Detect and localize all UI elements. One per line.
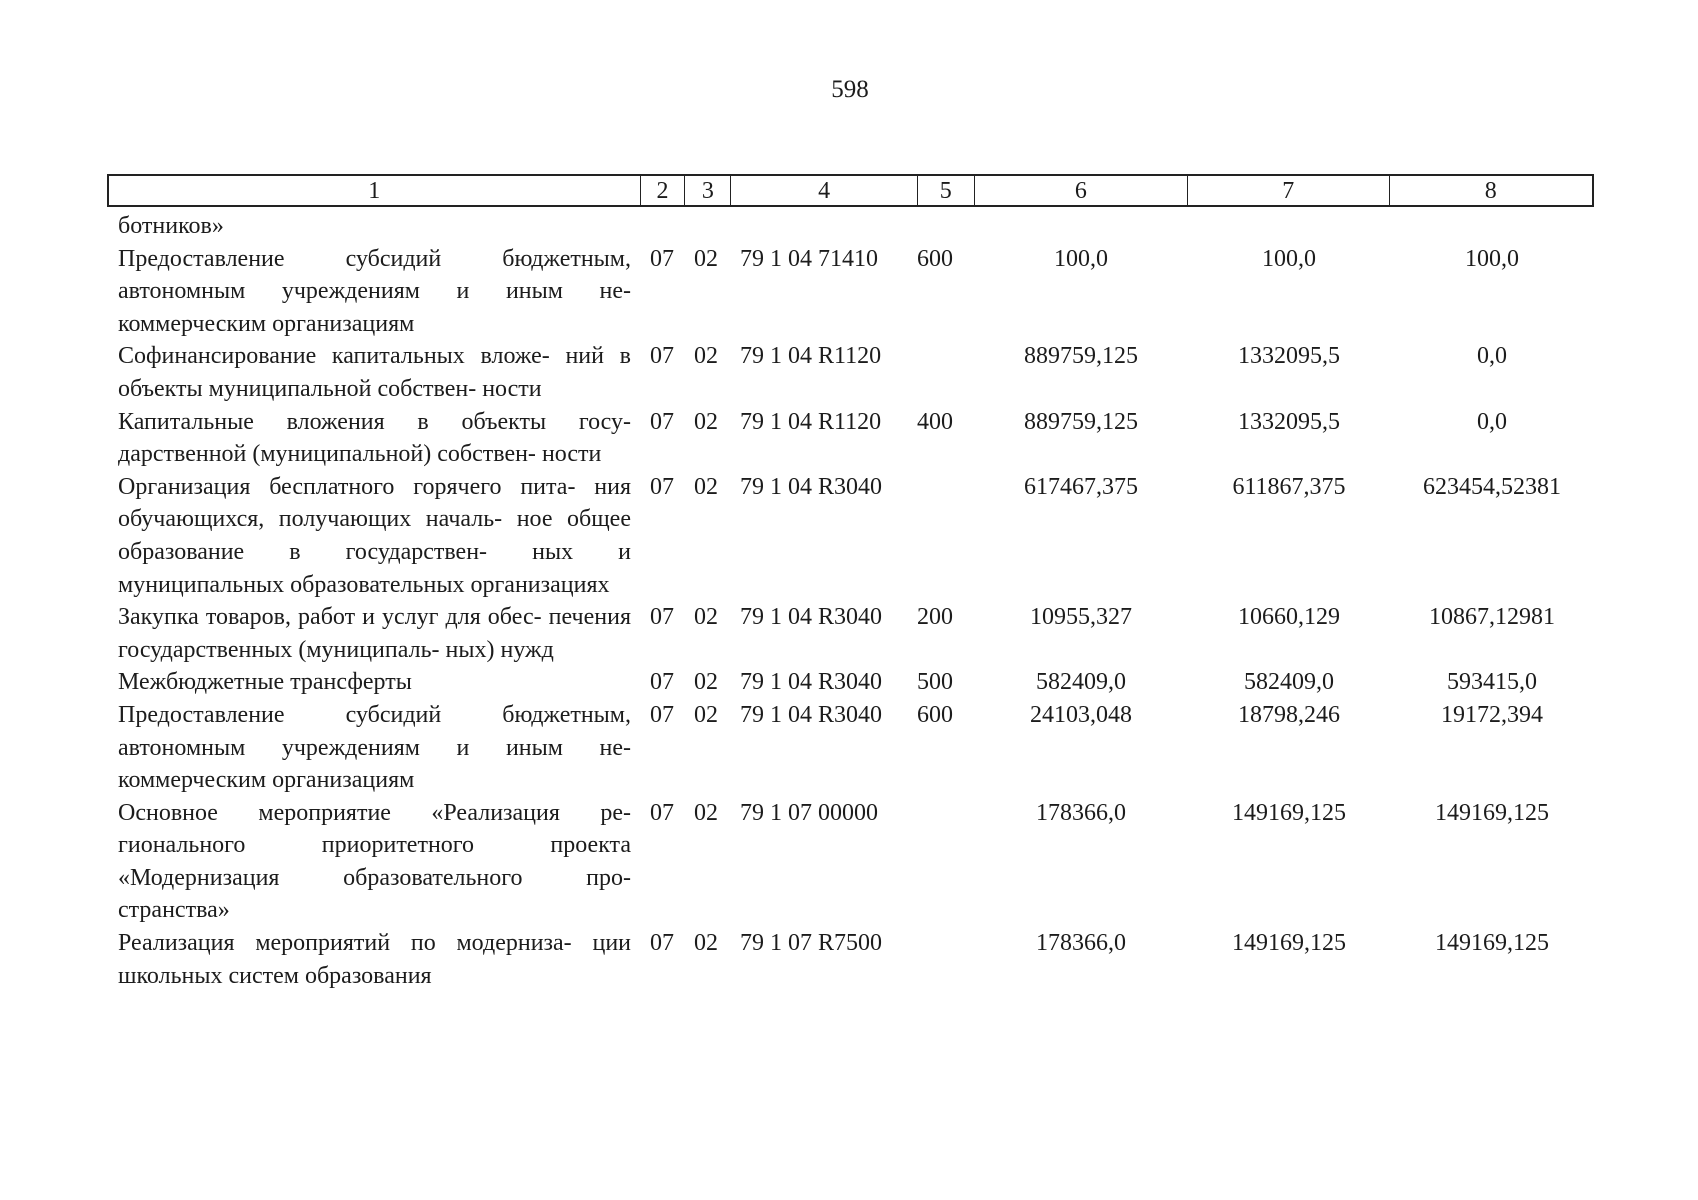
header-col-5: 5 <box>917 176 974 205</box>
header-col-1: 1 <box>368 178 381 204</box>
row-description <box>107 797 639 927</box>
amount-col-8: 623454,52381 <box>1423 473 1561 500</box>
section-code: 07 <box>650 669 674 696</box>
subsection-code: 02 <box>694 473 718 500</box>
amount-col-7: 149169,125 <box>1232 799 1346 826</box>
description-line: ное общее образование в государствен- <box>118 506 631 565</box>
section-code: 07 <box>650 343 674 370</box>
amount-col-7: 1332095,5 <box>1238 408 1340 435</box>
subsection-code: 02 <box>694 930 718 957</box>
expense-type-code: 500 <box>917 669 953 696</box>
amount-col-8: 149169,125 <box>1435 799 1549 826</box>
description-line: Закупка товаров, работ и услуг для обес- <box>118 604 542 631</box>
description-line: ния обучающихся, получающих началь- <box>118 473 632 533</box>
table-row <box>107 210 1594 243</box>
subsection-code: 02 <box>694 669 718 696</box>
page-number: 598 <box>831 76 869 103</box>
header-col-3: 3 <box>684 176 730 205</box>
target-article-code: 79 1 04 71410 <box>740 245 878 272</box>
subsection-code: 02 <box>694 408 718 435</box>
row-description <box>107 927 639 992</box>
expense-type-code: 600 <box>917 701 953 728</box>
header-col-6: 6 <box>974 176 1187 205</box>
row-description <box>107 210 639 243</box>
header-col-2: 2 <box>640 176 685 205</box>
expense-type-code: 400 <box>917 408 953 435</box>
header-col-8: 8 <box>1389 176 1592 205</box>
description-line: автономным учреждениям и иным не- <box>118 734 631 761</box>
target-article-code: 79 1 04 R3040 <box>740 604 883 631</box>
table-row <box>107 699 1594 797</box>
section-code: 07 <box>650 930 674 957</box>
target-article-code: 79 1 04 R3040 <box>740 473 883 500</box>
section-code: 07 <box>650 604 674 631</box>
subsection-code: 02 <box>694 604 718 631</box>
description-line: Софинансирование капитальных вложе- <box>118 343 550 370</box>
table-header <box>107 174 1594 207</box>
description-line: странства» <box>118 897 230 924</box>
description-line: Основное мероприятие «Реализация ре- <box>118 799 631 826</box>
amount-col-6: 24103,048 <box>1030 701 1132 728</box>
row-description <box>107 666 639 699</box>
amount-col-8: 0,0 <box>1477 343 1507 370</box>
row-description <box>107 406 639 471</box>
target-article-code: 79 1 04 R3040 <box>740 669 883 696</box>
description-line: Межбюджетные трансферты <box>118 669 412 696</box>
table-row <box>107 471 1594 601</box>
description-line: гионального приоритетного проекта <box>118 832 631 859</box>
amount-col-6: 10955,327 <box>1030 604 1132 631</box>
section-code: 07 <box>650 408 674 435</box>
table-row <box>107 797 1594 927</box>
table-row <box>107 243 1594 341</box>
description-line: Предоставление субсидий бюджетным, <box>118 701 631 728</box>
description-line: ции школьных систем образования <box>118 930 631 989</box>
row-description <box>107 340 639 405</box>
table-row <box>107 340 1594 405</box>
header-col-7: 7 <box>1187 176 1388 205</box>
section-code: 07 <box>650 799 674 826</box>
amount-col-6: 889759,125 <box>1024 408 1138 435</box>
description-line: организациях <box>470 571 610 598</box>
amount-col-6: 582409,0 <box>1036 669 1126 696</box>
amount-col-8: 100,0 <box>1465 245 1519 272</box>
description-line: дарственной (муниципальной) собствен- <box>118 441 536 468</box>
description-line: Предоставление субсидий бюджетным, <box>118 245 631 272</box>
description-line: Реализация мероприятий по модерниза- <box>118 930 572 957</box>
amount-col-7: 582409,0 <box>1244 669 1334 696</box>
table-row <box>107 406 1594 471</box>
description-line: ности <box>482 375 542 402</box>
amount-col-8: 149169,125 <box>1435 930 1549 957</box>
amount-col-7: 1332095,5 <box>1238 343 1340 370</box>
amount-col-7: 10660,129 <box>1238 604 1340 631</box>
section-code: 07 <box>650 473 674 500</box>
table-row <box>107 666 1594 699</box>
description-line: ных) нужд <box>445 636 554 663</box>
table-body <box>107 210 1594 992</box>
description-line: ности <box>541 441 602 468</box>
amount-col-7: 611867,375 <box>1232 473 1346 500</box>
target-article-code: 79 1 04 R1120 <box>740 343 882 370</box>
amount-col-6: 178366,0 <box>1036 799 1126 826</box>
target-article-code: 79 1 07 00000 <box>740 799 878 826</box>
amount-col-6: 178366,0 <box>1036 930 1126 957</box>
description-line: коммерческим организациям <box>118 767 415 794</box>
description-line: ных и муниципальных образовательных <box>118 538 632 598</box>
amount-col-7: 100,0 <box>1262 245 1316 272</box>
amount-col-8: 10867,12981 <box>1429 604 1555 631</box>
subsection-code: 02 <box>694 245 718 272</box>
target-article-code: 79 1 04 R1120 <box>740 408 882 435</box>
expense-type-code: 600 <box>917 245 953 272</box>
expense-type-code: 200 <box>917 604 953 631</box>
section-code: 07 <box>650 701 674 728</box>
description-line: ний в объекты муниципальной собствен- <box>118 343 631 402</box>
description-line: Организация бесплатного горячего пита- <box>118 473 576 500</box>
description-line: автономным учреждениям и иным не- <box>118 278 631 305</box>
subsection-code: 02 <box>694 701 718 728</box>
table-row <box>107 601 1594 666</box>
row-description <box>107 601 639 666</box>
amount-col-6: 617467,375 <box>1024 473 1138 500</box>
row-description <box>107 699 639 797</box>
row-description <box>107 471 639 601</box>
section-code: 07 <box>650 245 674 272</box>
amount-col-7: 18798,246 <box>1238 701 1340 728</box>
amount-col-8: 0,0 <box>1477 408 1507 435</box>
amount-col-8: 19172,394 <box>1441 701 1543 728</box>
target-article-code: 79 1 07 R7500 <box>740 930 883 957</box>
amount-col-8: 593415,0 <box>1447 669 1537 696</box>
description-line: печения государственных (муниципаль- <box>118 604 632 663</box>
subsection-code: 02 <box>694 799 718 826</box>
description-line: коммерческим организациям <box>118 310 415 337</box>
description-line: «Модернизация образовательного про- <box>118 864 631 891</box>
amount-col-6: 889759,125 <box>1024 343 1138 370</box>
header-col-4: 4 <box>730 176 917 205</box>
description-line: Капитальные вложения в объекты госу- <box>118 408 631 435</box>
amount-col-7: 149169,125 <box>1232 930 1346 957</box>
amount-col-6: 100,0 <box>1054 245 1108 272</box>
description-line: ботников» <box>118 213 224 239</box>
subsection-code: 02 <box>694 343 718 370</box>
table-row <box>107 927 1594 992</box>
row-description <box>107 243 639 341</box>
target-article-code: 79 1 04 R3040 <box>740 701 883 728</box>
